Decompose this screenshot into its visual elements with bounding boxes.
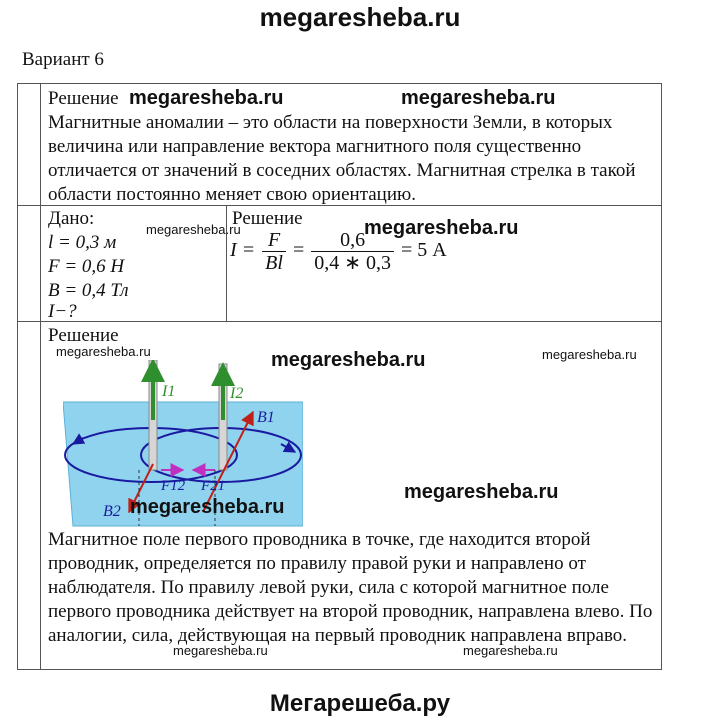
- row3-text: Магнитное поле первого проводника в точке, где находится второй проводник, определяется по правилу правой руки и направлено от наблюдателя. По правилу левой руки, сила с которой магнитное поле первого проводника действует на второй проводник, направлена влево. По аналогии, сила, действующая на первый проводник направлена вправо.: [48, 529, 653, 646]
- formula-denominator-bl: Bl: [265, 252, 283, 274]
- watermark: megaresheba.ru: [542, 347, 637, 362]
- table-number-column-divider: [40, 84, 41, 669]
- watermark: megaresheba.ru: [404, 481, 559, 503]
- label-i2: I2: [230, 385, 244, 402]
- watermark: megaresheba.ru: [129, 87, 284, 109]
- variant-label: Вариант 6: [22, 49, 104, 70]
- site-footer-title[interactable]: Мегарешеба.ру: [269, 690, 451, 717]
- formula-result: = 5 А: [400, 239, 447, 262]
- watermark: megaresheba.ru: [130, 496, 285, 518]
- given-force: F = 0,6 Н: [48, 256, 125, 277]
- table-row-divider: [18, 321, 661, 322]
- row1-text: Магнитные аномалии – это области на поверхности Земли, в которых величина или направление вектора магнитного поля существенно отличается от значений в соседних областях. Магнитная стрелка в такой области постоянно меняет свою ориентацию.: [48, 112, 636, 205]
- row2-solution-heading: Решение: [232, 208, 303, 229]
- solution-table: [17, 83, 662, 670]
- given-heading: Дано:: [48, 208, 95, 229]
- site-title[interactable]: megaresheba.ru: [259, 2, 461, 32]
- watermark: megaresheba.ru: [271, 349, 426, 371]
- watermark: megaresheba.ru: [463, 643, 558, 658]
- formula-equals: =: [292, 239, 305, 262]
- row1-heading: Решение: [48, 88, 119, 109]
- label-f12: F12: [161, 478, 186, 494]
- label-f21: F21: [201, 478, 226, 494]
- watermark: megaresheba.ru: [173, 643, 268, 658]
- formula-fraction-symbolic: [262, 229, 286, 274]
- formula-numerator-value: 0,6: [311, 229, 394, 252]
- watermark: megaresheba.ru: [401, 87, 556, 109]
- label-i1: I1: [162, 383, 176, 400]
- given-length: l = 0,3 м: [48, 232, 117, 253]
- label-b1: B1: [257, 409, 275, 426]
- label-b2: B2: [103, 503, 121, 520]
- watermark: megaresheba.ru: [364, 217, 519, 239]
- formula-numerator-f: F: [262, 229, 286, 252]
- watermark: megaresheba.ru: [146, 222, 241, 237]
- formula-lhs: I =: [230, 239, 256, 262]
- row3-heading: Решение: [48, 325, 119, 346]
- formula-denominator-value: 0,4 ∗ 0,3: [314, 252, 391, 274]
- given-induction: B = 0,4 Тл: [48, 280, 129, 301]
- watermark: megaresheba.ru: [56, 344, 151, 359]
- given-unknown: I−?: [48, 301, 77, 322]
